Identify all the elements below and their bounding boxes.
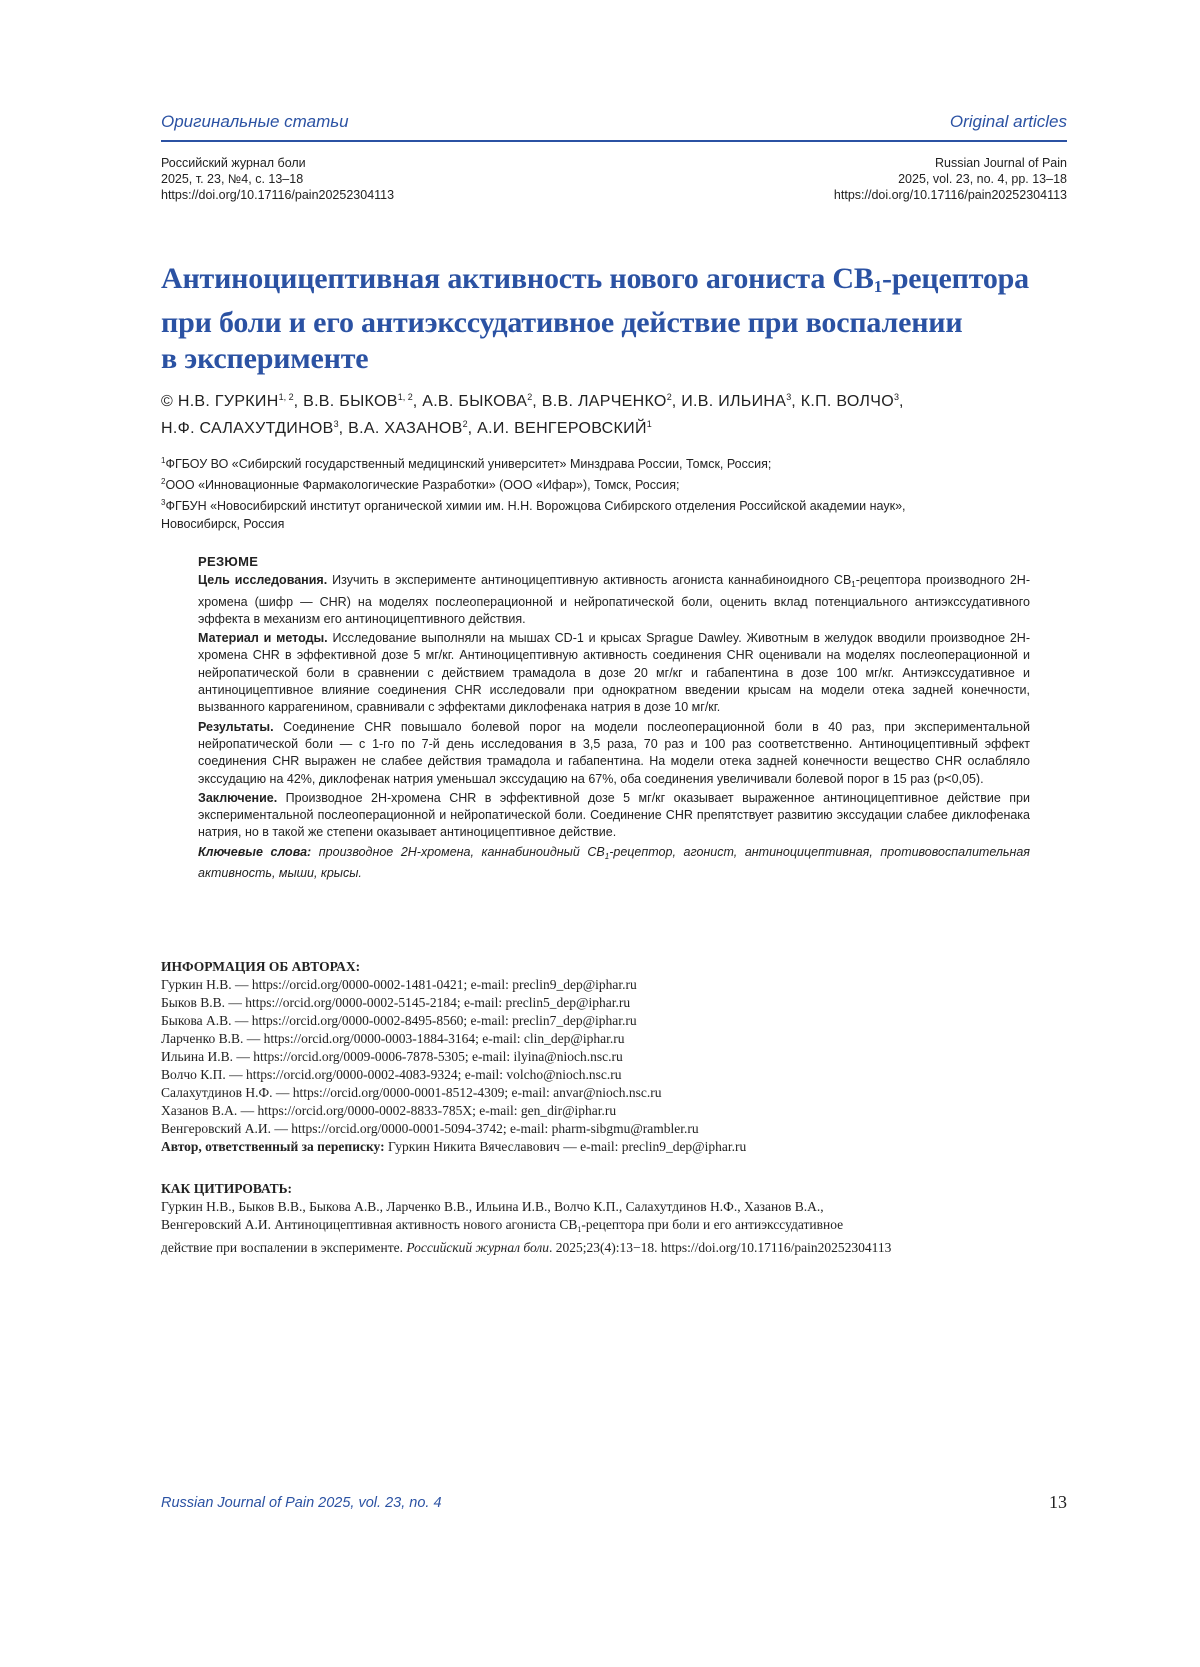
title-line-1: Антиноцицептивная активность нового агониста $CB_1$-рецептора [161,262,1029,296]
abstract [198,553,1030,884]
page-number: 13 [1049,1492,1067,1512]
affiliation-1: $^1$ФГБОУ ВО «Сибирский государственный медицинский университет» Минздрава России, Томск, Россия; [161,456,772,471]
corresponding-author: Автор, ответственный за переписку: Гуркин Никита Вячеславович — e-mail: preclin9_dep@iphar.ru [161,1139,747,1154]
author-list [161,386,1067,440]
section-label-ru: Оригинальные статьи [161,112,349,131]
journal-info-en [834,155,1067,203]
journal-issue-ru: 2025, т. 23, №4, с. 13–18 [161,172,304,186]
author-info-line: Хазанов В.А. — https://orcid.org/0000-0002-8833-785X; e-mail: gen_dir@iphar.ru [161,1103,617,1118]
author-info-line: Волчо К.П. — https://orcid.org/0000-0002-4083-9324; e-mail: volcho@nioch.nsc.ru [161,1067,622,1082]
journal-doi-ru[interactable]: https://doi.org/10.17116/pain20252304113 [161,188,395,202]
journal-issue-en: 2025, vol. 23, no. 4, pp. 13–18 [898,172,1067,186]
abstract-results: Результаты. Соединение CHR повышало болевой порог на модели послеоперационной боли в 40 раз, при экспериментальной нейропатической боли — с 1-го по 7-й день исследования в 3,5 раза, 70 раз и 100 раз соответственно. Антиноцицептивный эффект соединения CHR выражен не слабее действия трамадола и габапентина. На модели отека задней конечности вещество CHR ослабляло экссудацию на 42%, диклофенак натрия уменьшал экссудацию на 67%, оба соединения увеличивали болевой порог в 15 раз (p<0,05). [198,719,1030,786]
author-info-line: Быков В.В. — https://orcid.org/0000-0002-5145-2184; e-mail: preclin5_dep@iphar.ru [161,995,631,1010]
abstract-conclusion: Заключение. Производное 2H-хромена CHR в эффективной дозе 5 мг/кг оказывает выраженное антиноцицептивное действие при экспериментальной послеоперационной и нейропатической боли. Соединение CHR препятствует развитию экссудации слабее диклофенака натрия, но в такой же степени оказывает антиноцицептивное действие. [198,790,1030,840]
abstract-methods: Материал и методы. Исследование выполняли на мышах CD-1 и крысах Sprague Dawley. Животным в желудок вводили производное 2H-хромена CHR в эффективной дозе 5 мг/кг. Антиноцицептивную активность соединения CHR оценивали на моделях послеоперационной и нейропатической боли в сравнении с действием трамадола в дозе 20 мг/кг и габапентина в дозе 100 мг/кг. Антиэкссудативное и антиноцицептивное влияние соединения CHR исследовали при однократном введении крысам на модели отека задней конечности, вызванного каррагенином, сравнивали с эффектами диклофенака натрия в дозе 10 мг/кг. [198,631,1030,715]
journal-name-ru: Российский журнал боли [161,156,306,170]
keywords: Ключевые слова: производное 2H-хромена, каннабиноидный $CB_1$-рецептор, агонист, антиноцицептивная, противовоспалительная активность, мыши, крысы. [198,844,1030,881]
author-info-line: Ларченко В.В. — https://orcid.org/0000-0003-1884-3164; e-mail: clin_dep@iphar.ru [161,1031,625,1046]
authors-line-2: Н.Ф. САЛАХУТДИНОВ$^3$, В.А. ХАЗАНОВ$^2$, А.И. ВЕНГЕРОВСКИЙ$^1$ [161,419,652,437]
author-info-line: Ильина И.В. — https://orcid.org/0009-0006-7878-5305; e-mail: ilyina@nioch.nsc.ru [161,1049,623,1064]
citation-heading: КАК ЦИТИРОВАТЬ: [161,1181,293,1196]
journal-doi-en[interactable]: https://doi.org/10.17116/pain20252304113 [833,188,1067,202]
author-info-line: Салахутдинов Н.Ф. — https://orcid.org/0000-0001-8512-4309; e-mail: anvar@nioch.nsc.ru [161,1085,662,1100]
citation [161,1180,1067,1257]
affiliation-3: $^3$ФГБУН «Новосибирский институт органической химии им. Н.Н. Ворожцова Сибирского отделения Российской академии наук», [161,498,906,513]
header-divider [161,140,1067,142]
title-line-3: в эксперименте [161,342,369,375]
author-info-line: Гуркин Н.В. — https://orcid.org/0000-0002-1481-0421; e-mail: preclin9_dep@iphar.ru [161,977,637,992]
author-info-line: Быкова А.В. — https://orcid.org/0000-0002-8495-8560; e-mail: preclin7_dep@iphar.ru [161,1013,637,1028]
author-info-line: Венгеровский А.И. — https://orcid.org/0000-0001-5094-3742; e-mail: pharm-sibgmu@rambler.ru [161,1121,699,1136]
abstract-heading: РЕЗЮМЕ [198,554,259,569]
section-label-en: Original articles [949,112,1067,131]
title-line-2: при боли и его антиэкссудативное действие при воспалении [161,306,963,339]
citation-line-1: Гуркин Н.В., Быков В.В., Быкова А.В., Ларченко В.В., Ильина И.В., Волчо К.П., Салахутдинов Н.Ф., Хазанов В.А., [161,1199,824,1214]
article-title [161,261,1041,377]
authors-line-1: © Н.В. ГУРКИН$^{1, 2}$, В.В. БЫКОВ$^{1, 2}$, А.В. БЫКОВА$^2$, В.В. ЛАРЧЕНКО$^2$, И.В. ИЛЬИНА$^3$, К.П. ВОЛЧО$^3$, [161,392,904,410]
running-header [161,112,1067,136]
journal-name-en: Russian Journal of Pain [934,156,1067,170]
abstract-aim: Цель исследования. Изучить в эксперименте антиноцицептивную активность агониста каннабиноидного $CB_1$-рецептора производного 2H-хромена (шифр — CHR) на моделях послеоперационной и нейропатической боли, оценить вклад потенциального антиэкссудативного эффекта в механизм его антиноцицептивного действия. [198,573,1030,626]
authors-info-heading: ИНФОРМАЦИЯ ОБ АВТОРАХ: [161,959,361,974]
citation-line-2: Венгеровский А.И. Антиноцицептивная активность нового агониста $CB_1$-рецептора при боли и его антиэкссудативное [161,1217,844,1234]
journal-info-ru [161,155,394,203]
affiliations [161,452,1067,533]
affiliation-3-cont: Новосибирск, Россия [161,517,285,531]
footer-journal: Russian Journal of Pain 2025, vol. 23, no. 4 [161,1495,442,1511]
affiliation-2: $^2$ООО «Инновационные Фармакологические Разработки» (ООО «Ифар»), Томск, Россия; [161,477,680,492]
authors-info [161,958,1067,1156]
article-page [161,0,1067,1667]
citation-line-3: действие при воспалении в эксперименте. Российский журнал боли. 2025;23(4):13−18. https://doi.org/10.17116/pain20252304113 [161,1240,892,1255]
